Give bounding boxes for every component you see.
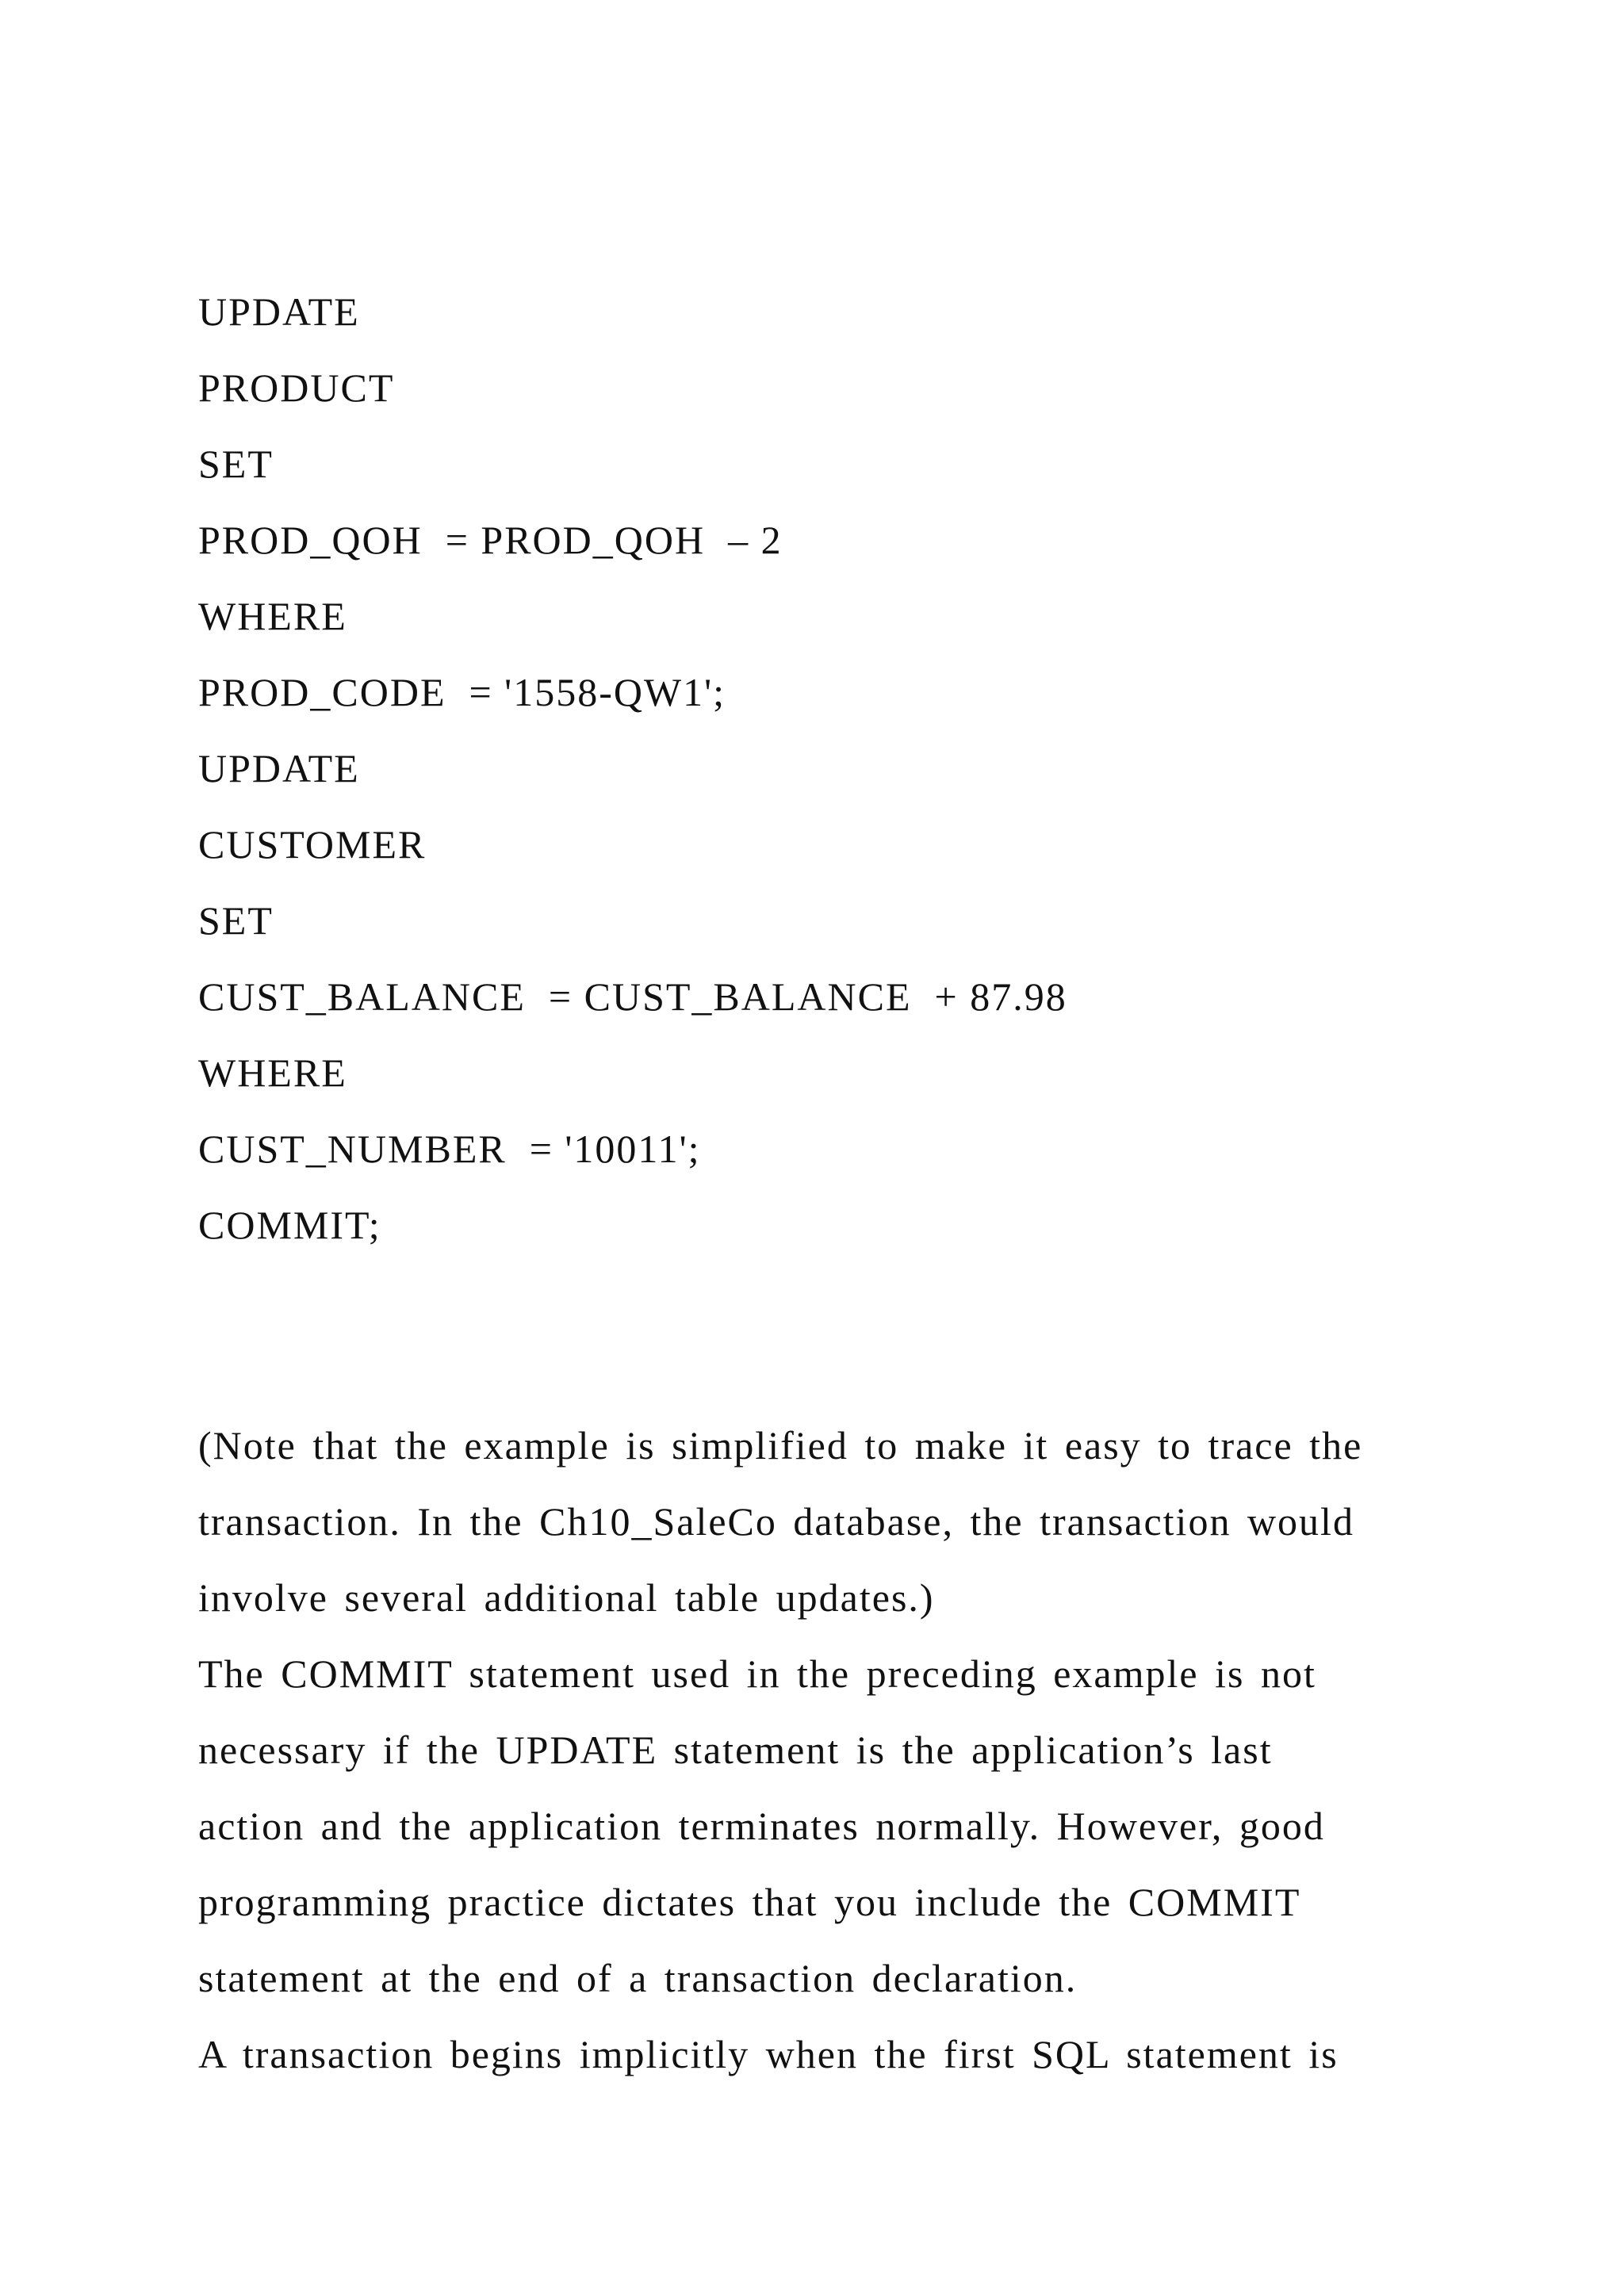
code-line: CUST_NUMBER = '10011'; [198,1127,701,1171]
prose-line: action and the application terminates normally. However, good [198,1804,1325,1848]
code-line: CUSTOMER [198,822,427,867]
prose-paragraphs [198,1407,1451,2092]
code-line: PROD_CODE = '1558-QW1'; [198,670,726,714]
prose-line: involve several additional table updates.) [198,1575,935,1620]
code-line: WHERE [198,1050,347,1095]
code-line: PRODUCT [198,365,395,410]
prose-line: (Note that the example is simplified to make it easy to trace the [198,1423,1363,1468]
code-line: COMMIT; [198,1203,381,1247]
prose-line: The COMMIT statement used in the preceding example is not [198,1651,1316,1696]
prose-line: transaction. In the Ch10_SaleCo database, the transaction would [198,1499,1354,1544]
code-line: CUST_BALANCE = CUST_BALANCE + 87.98 [198,974,1067,1019]
code-line: UPDATE [198,746,360,790]
prose-line: necessary if the UPDATE statement is the application’s last [198,1728,1273,1772]
prose-line: programming practice dictates that you include the COMMIT [198,1880,1301,1924]
code-line: SET [198,442,274,486]
code-line: UPDATE [198,289,360,334]
prose-line: A transaction begins implicitly when the first SQL statement is [198,2032,1339,2076]
code-line: WHERE [198,594,347,638]
prose-line: statement at the end of a transaction declaration. [198,1956,1078,2000]
code-line: SET [198,898,274,943]
sql-code-block [198,274,1467,1263]
code-line: PROD_QOH = PROD_QOH – 2 [198,518,783,562]
